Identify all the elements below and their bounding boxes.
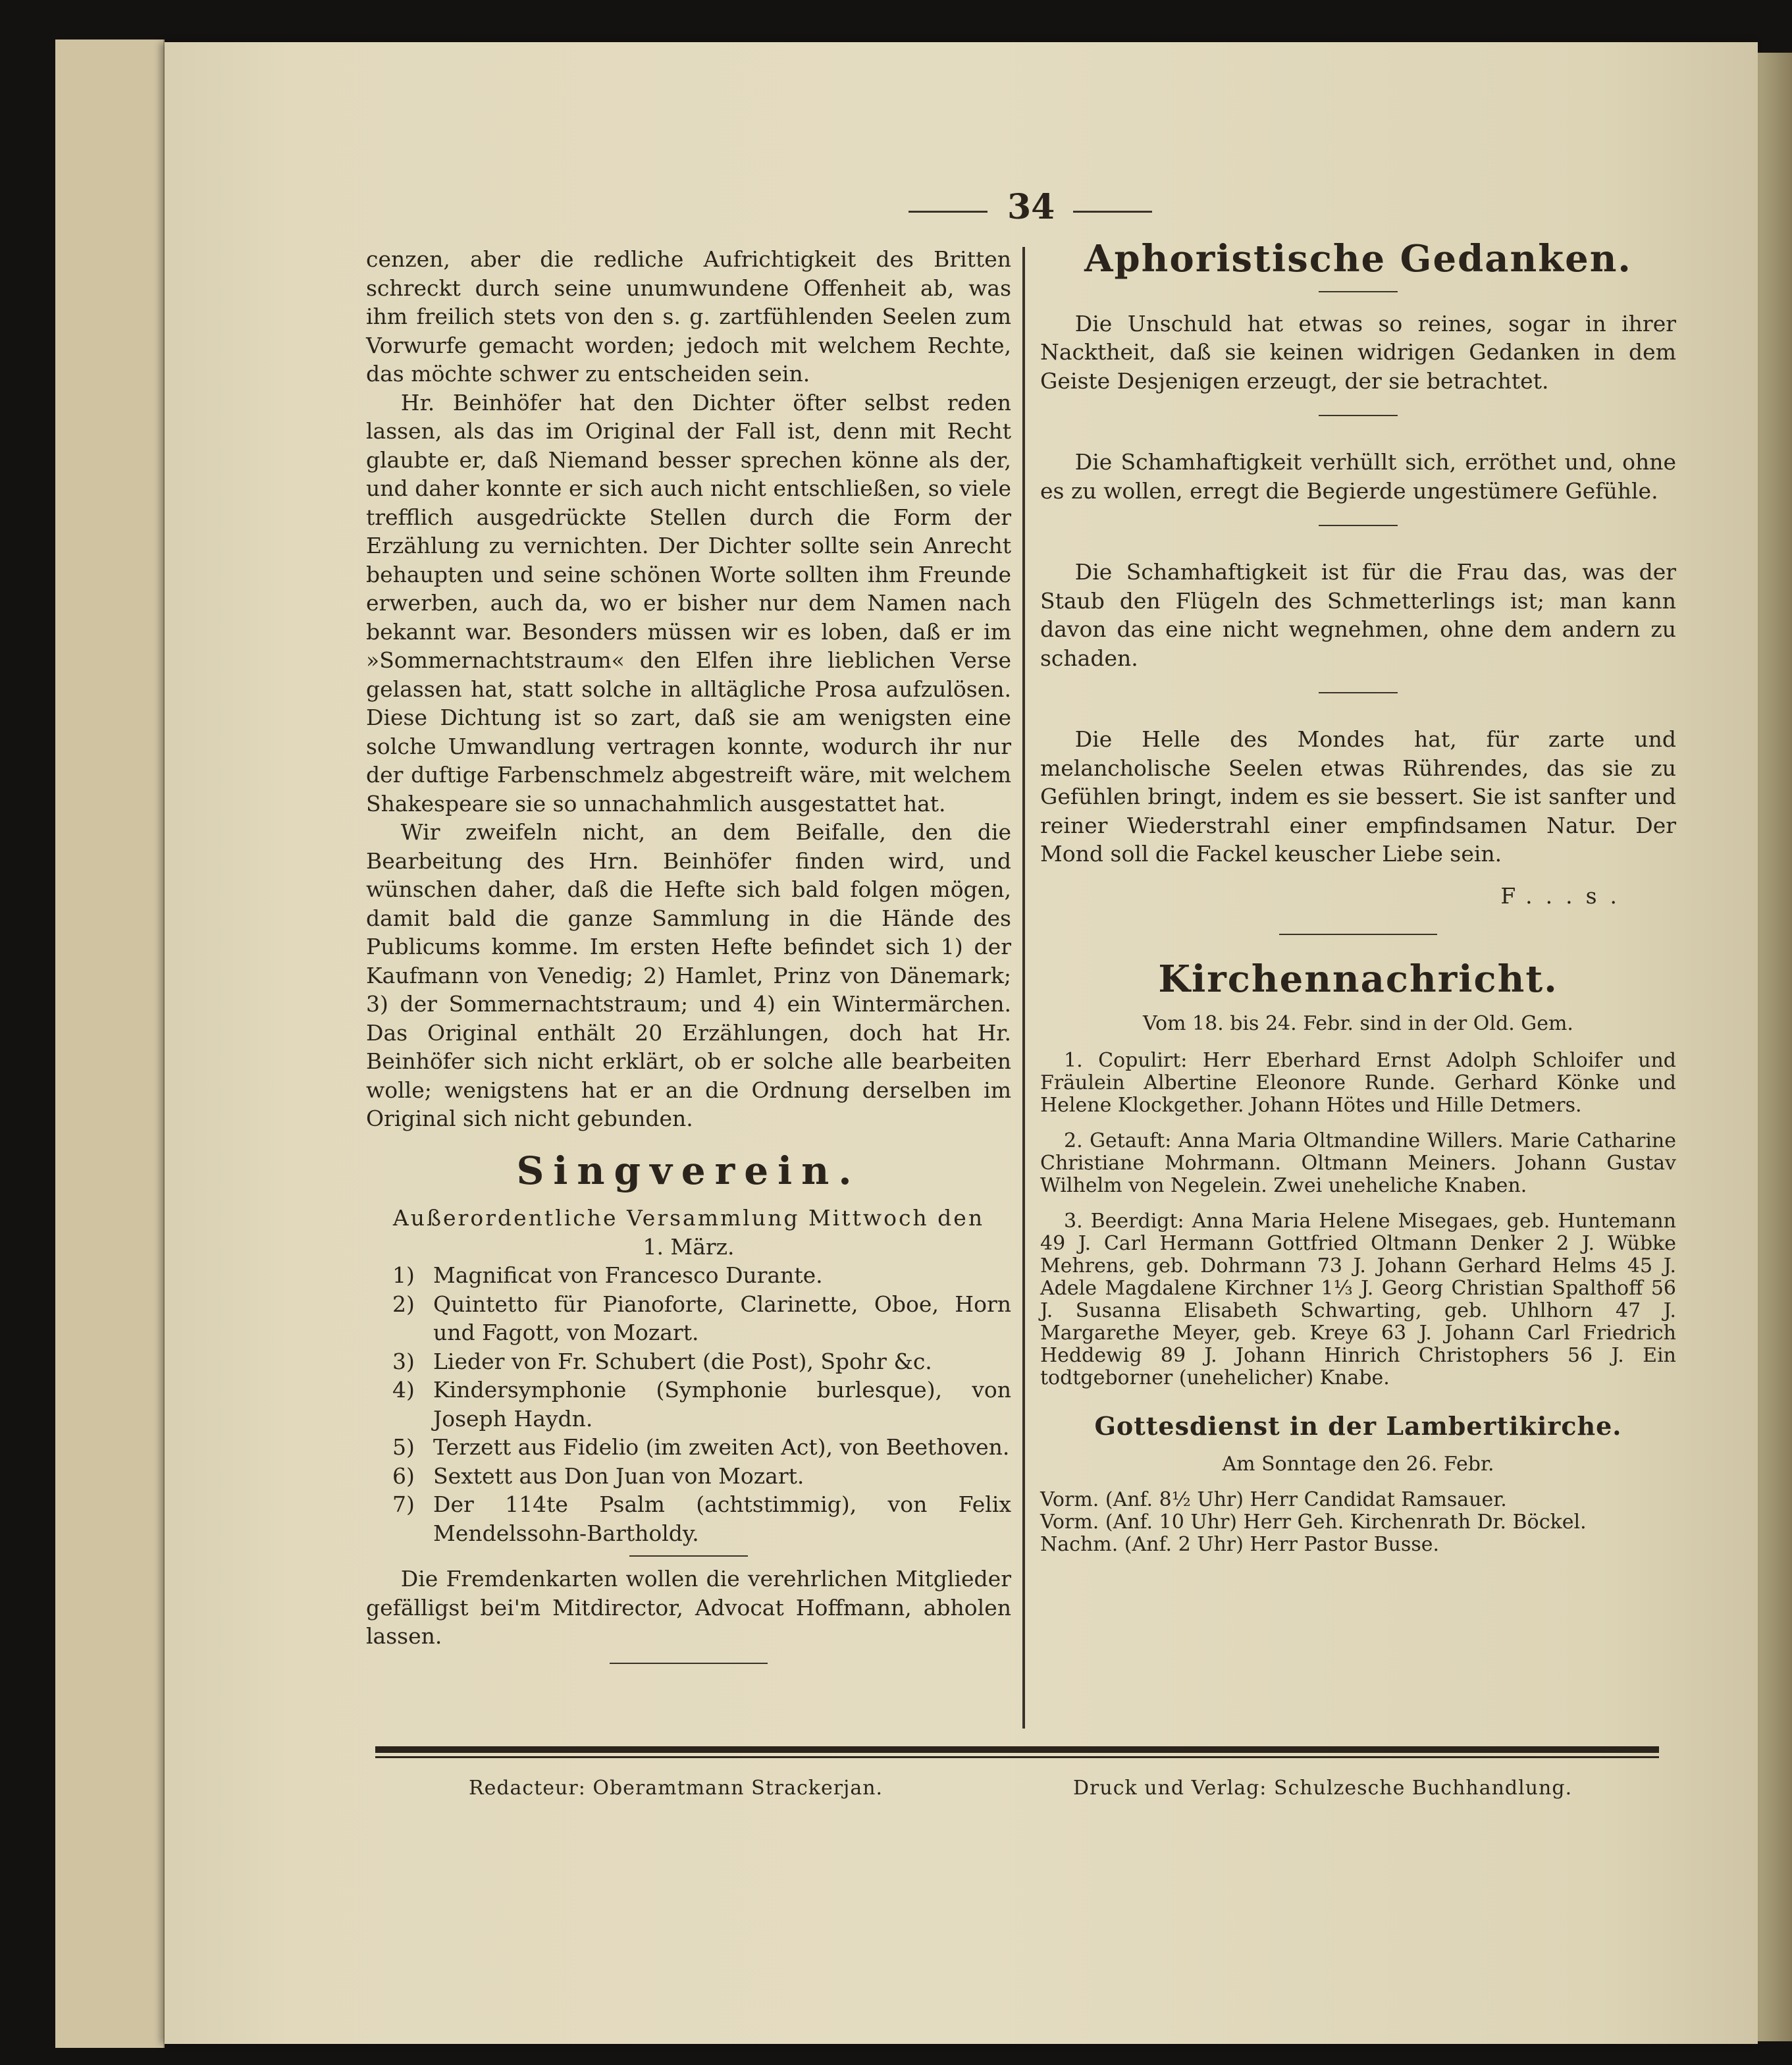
service-line: Nachm. (Anf. 2 Uhr) Herr Pastor Busse.: [1040, 1533, 1440, 1556]
page-edge: [82, 40, 103, 2048]
section-rule: [1319, 692, 1398, 693]
gottesdienst-title: Gottesdienst in der Lambertikirche.: [1094, 1410, 1622, 1441]
section-rule: [610, 1663, 768, 1664]
aphorism: Die Schamhaftigkeit ist für die Frau das, was der Staub den Flügeln des Schmetterlings ist; man kann davon das eine nicht wegnehmen, ohne dem andern zu schaden.: [1040, 559, 1676, 671]
program-item: [392, 1490, 1011, 1547]
kirchennachricht-date: Vom 18. bis 24. Febr. sind in der Old. Gem.: [1143, 1011, 1573, 1035]
program-text: Terzett aus Fidelio (im zweiten Act), von Beethoven.: [433, 1434, 1010, 1460]
section-rule: [1319, 415, 1398, 416]
singverein-title: Singverein.: [516, 1148, 861, 1193]
publisher-imprint: Druck und Verlag: Schulzesche Buchhandlung.: [1073, 1777, 1573, 1800]
page-edge: [101, 40, 121, 2048]
section-rule: [1279, 934, 1437, 935]
singverein-intro: Außerordentliche Versammlung Mittwoch den: [392, 1205, 985, 1231]
kirchennachricht-title: Kirchennachricht.: [1158, 957, 1558, 1001]
kirchennachricht-section: [1040, 957, 1676, 1389]
page-number: 34: [1007, 187, 1055, 227]
facing-page-edge: [1756, 53, 1792, 2041]
program-item: [392, 1433, 1011, 1462]
concert-program: [366, 1261, 1011, 1547]
page-header: [909, 187, 1159, 233]
page-edge: [140, 40, 165, 2048]
singverein-date: 1. März.: [643, 1233, 735, 1260]
program-text: Der 114te Psalm (achtstimmig), von Felix Mendelssohn-Bartholdy.: [433, 1491, 1011, 1546]
program-number: 6): [392, 1462, 415, 1489]
aphorism-signature: F...s.: [1500, 882, 1630, 909]
footer-rule: [375, 1746, 1659, 1753]
section-rule: [1319, 291, 1398, 292]
program-item: [392, 1462, 1011, 1491]
church-entry: 3. Beerdigt: Anna Maria Helene Misegaes, geb. Huntemann 49 J. Carl Hermann Gottfried Oltmann Denker 2 J. Wübke Mehrens, geb. Dohrmann 73 J. Johann Gerhard Helms 45 J. Adele Magdalene Kirchner 1⅓ J. Georg Christian Spalthoff 56 J. Susanna Elisabeth Schwarting, geb. Uhlhorn 47 J. Margarethe Meyer, geb. Kreye 63 J. Johann Carl Friedrich Heddewig 89 J. Johann Hinrich Christophers 56 J. Ein todtgeborner (unehelicher) Knabe.: [1040, 1209, 1676, 1389]
section-rule: [1319, 525, 1398, 526]
church-entry: 1. Copulirt: Herr Eberhard Ernst Adolph Schloifer und Fräulein Albertine Eleonore Runde. Gerhard Könke und Helene Klockgether. Johann Hötes und Hille Detmers.: [1040, 1048, 1676, 1117]
aphorism: Die Unschuld hat etwas so reines, sogar in ihrer Nacktheit, daß sie keinen widrigen Gedanken in dem Geiste Desjenigen erzeugt, der sie betrachtet.: [1040, 310, 1676, 394]
program-text: Kindersymphonie (Symphonie burlesque), von Joseph Haydn.: [433, 1377, 1011, 1432]
program-number: 1): [392, 1262, 415, 1288]
service-line: Vorm. (Anf. 10 Uhr) Herr Geh. Kirchenrath Dr. Böckel.: [1040, 1511, 1587, 1534]
column-divider: [1022, 247, 1025, 1729]
program-item: [392, 1261, 1011, 1290]
service-line: Vorm. (Anf. 8½ Uhr) Herr Candidat Ramsauer.: [1040, 1488, 1507, 1511]
program-number: 4): [392, 1377, 415, 1403]
program-number: 3): [392, 1348, 415, 1374]
review-paragraph: Wir zweifeln nicht, an dem Beifalle, den die Bearbeitung des Hrn. Beinhöfer finden wird, und wünschen daher, daß die Hefte sich bald folgen mögen, damit bald die ganze Sammlung in die Hände des Publicums komme. Im ersten Hefte befindet sich 1) der Kaufmann von Venedig; 2) Hamlet, Prinz von Dänemark; 3) der Sommernachtstraum; und 4) ein Wintermärchen. Das Original enthält 20 Erzählungen, doch hat Hr. Beinhöfer sich nicht erklärt, ob er solche alle bearbeiten wolle; wenigstens hat er an die Ordnung derselben im Original sich nicht gebunden.: [366, 819, 1011, 1131]
aphorism: Die Helle des Mondes hat, für zarte und melancholische Seelen etwas Rührendes, das sie zu Gefühlen bringt, indem es sie bessert. Sie ist sanfter und reiner Wiederstrahl einer empfindsamen Natur. Der Mond soll die Fackel keuscher Liebe sein.: [1040, 726, 1676, 867]
footer-rule-thin: [375, 1756, 1659, 1758]
review-paragraph: cenzen, aber die redliche Aufrichtigkeit des Britten schreckt durch seine unumwundene Offenheit ab, was ihm freilich stets von den s. g. zartfühlenden Seelen zum Vorwurfe gemacht worden; jedoch mit welchem Rechte, das möchte schwer zu entscheiden sein.: [366, 246, 1011, 387]
program-text: Lieder von Fr. Schubert (die Post), Spohr &c.: [433, 1348, 932, 1374]
program-number: 7): [392, 1491, 415, 1517]
program-item: [392, 1290, 1011, 1347]
program-number: 2): [392, 1291, 415, 1317]
program-text: Sextett aus Don Juan von Mozart.: [433, 1462, 804, 1489]
left-column: [366, 245, 1011, 1664]
header-rule-left: [909, 211, 988, 213]
program-number: 5): [392, 1434, 415, 1460]
aphorism: Die Schamhaftigkeit verhüllt sich, erröthet und, ohne es zu wollen, erregt die Begierde ungestümere Gefühle.: [1040, 449, 1676, 504]
review-paragraph: Hr. Beinhöfer hat den Dichter öfter selbst reden lassen, als das im Original der Fall ist, denn mit Recht glaubte er, daß Niemand besser sprechen könne als der, und daher konnte er sich auch nicht entschließen, so viele trefflich ausgedrückte Stellen durch die Form der Erzählung zu vernichten. Der Dichter sollte sein Anrecht behaupten und seine schönen Worte sollten ihm Freunde erwerben, auch da, wo er bisher nur dem Namen nach bekannt war. Besonders müssen wir es loben, daß er im »Sommernachtstraum« den Elfen ihre lieblichen Verse gelassen hat, statt solche in alltägliche Prosa aufzulösen. Diese Dichtung ist so zart, daß sie am wenigsten eine solche Umwandlung vertragen konnte, wodurch ihr nur der duftige Farbenschmelz abgestreift wäre, mit welchem Shakespeare sie so unnachahmlich ausgestattet hat.: [366, 389, 1011, 817]
program-item: [392, 1376, 1011, 1433]
editor-imprint: Redacteur: Oberamtmann Strackerjan.: [469, 1777, 883, 1800]
program-text: Quintetto für Pianoforte, Clarinette, Oboe, Horn und Fagott, von Mozart.: [433, 1291, 1011, 1345]
program-text: Magnificat von Francesco Durante.: [433, 1262, 823, 1288]
section-rule: [629, 1555, 748, 1557]
church-entry: 2. Getauft: Anna Maria Oltmandine Willers. Marie Catharine Christiane Mohrmann. Oltmann Meiners. Johann Gustav Wilhelm von Negelein. Zwei uneheliche Knaben.: [1040, 1129, 1676, 1197]
aphorismen-title: Aphoristische Gedanken.: [1084, 237, 1632, 281]
gottesdienst-date: Am Sonntage den 26. Febr.: [1222, 1453, 1494, 1476]
page-edge: [120, 40, 141, 2048]
program-item: [392, 1347, 1011, 1376]
right-column: [1040, 237, 1676, 1556]
page-edge: [55, 40, 83, 2048]
header-rule-right: [1073, 211, 1152, 213]
singverein-note: Die Fremdenkarten wollen die verehrlichen Mitglieder gefälligst bei'm Mitdirector, Advocat Hoffmann, abholen lassen.: [366, 1566, 1011, 1649]
